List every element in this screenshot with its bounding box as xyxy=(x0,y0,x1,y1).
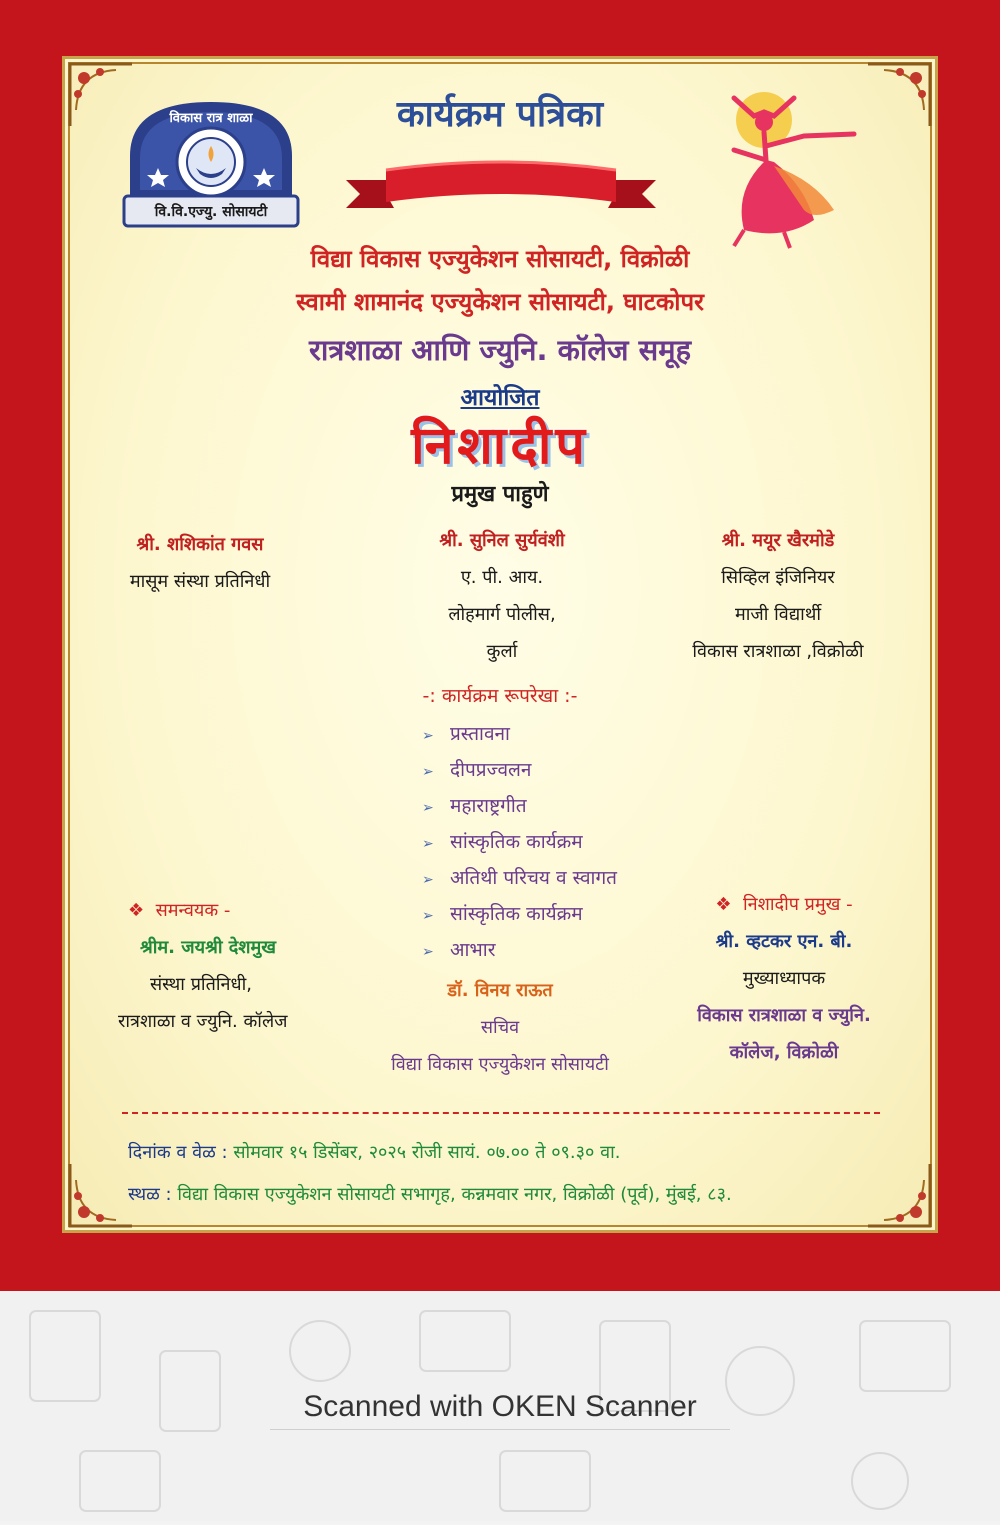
guest-detail: कुर्ला xyxy=(486,641,518,662)
secretary-block xyxy=(340,972,660,1083)
venue-label: स्थळ : xyxy=(128,1184,172,1205)
arrow-bullet-icon: ➢ xyxy=(422,728,434,744)
secretary-name: डॉ. विनय राऊत xyxy=(447,980,553,1001)
arrow-bullet-icon: ➢ xyxy=(422,908,434,924)
org-line-1: विद्या विकास एज्युकेशन सोसायटी, विक्रोळी xyxy=(310,245,690,273)
list-item: ➢ महाराष्ट्रगीत xyxy=(422,788,617,824)
venue-value: विद्या विकास एज्युकेशन सोसायटी सभागृह, कन्नमवार नगर, विक्रोळी (पूर्व), मुंबई, ८३. xyxy=(177,1184,732,1205)
secretary-role: सचिव xyxy=(480,1017,520,1038)
list-item: ➢ अतिथी परिचय व स्वागत xyxy=(422,860,617,896)
coordinator-block xyxy=(80,892,380,1040)
list-item: ➢ दीपप्रज्वलन xyxy=(422,752,617,788)
guest-detail: मासूम संस्था प्रतिनिधी xyxy=(129,571,271,592)
guest-detail: सिव्हिल इंजिनियर xyxy=(721,567,835,588)
diamond-bullet-icon: ❖ xyxy=(128,900,156,921)
guest-3 xyxy=(628,522,928,670)
coordinator-line-2: रात्रशाळा व ज्युनि. कॉलेज xyxy=(118,1011,288,1032)
head-line-1: विकास रात्रशाळा व ज्युनि. xyxy=(697,1005,871,1026)
head-label: निशादीप प्रमुख - xyxy=(742,894,853,915)
outline-heading: -: कार्यक्रम रूपरेखा :- xyxy=(422,685,578,707)
guest-2 xyxy=(352,522,652,670)
scanner-watermark: Scanned with OKEN Scanner xyxy=(303,1390,697,1423)
secretary-org: विद्या विकास एज्युकेशन सोसायटी xyxy=(391,1054,609,1075)
footer-rule xyxy=(270,1429,730,1430)
list-item: ➢ आभार xyxy=(422,932,617,968)
head-line-2: कॉलेज, विक्रोळी xyxy=(729,1042,839,1063)
guest-detail: माजी विद्यार्थी xyxy=(734,604,821,625)
arrow-bullet-icon: ➢ xyxy=(422,800,434,816)
date-line xyxy=(128,1140,620,1164)
ribbon-banner-icon xyxy=(346,158,656,222)
org-line-3: रात्रशाळा आणि ज्युनि. कॉलेज समूह xyxy=(308,333,691,367)
head-block xyxy=(644,886,924,1071)
arrow-bullet-icon: ➢ xyxy=(422,764,434,780)
logo-bottom-text: वि.वि.एज्यु. सोसायटी xyxy=(154,204,268,220)
list-item: ➢ प्रस्तावना xyxy=(422,716,617,752)
arrow-bullet-icon: ➢ xyxy=(422,944,434,960)
corner-ornament-icon xyxy=(864,1160,934,1230)
coordinator-label: समन्वयक - xyxy=(155,900,231,921)
guest-1 xyxy=(50,526,350,600)
coordinator-line-1: संस्था प्रतिनिधी, xyxy=(150,974,252,995)
logo-top-text: विकास रात्र शाळा xyxy=(169,111,253,126)
guest-name: श्री. मयूर खैरमोडे xyxy=(721,530,835,551)
guest-detail: विकास रात्रशाळा ,विक्रोळी xyxy=(692,641,864,662)
venue-line xyxy=(128,1182,732,1206)
event-name: निशादीप xyxy=(411,415,589,476)
guest-detail: लोहमार्ग पोलीस, xyxy=(448,604,556,625)
date-label: दिनांक व वेळ : xyxy=(128,1142,228,1163)
org-line-2: स्वामी शामानंद एज्युकेशन सोसायटी, घाटकोपर xyxy=(296,288,704,316)
date-value: सोमवार १५ डिसेंबर, २०२५ रोजी सायं. ०७.०० ते ०९.३० वा. xyxy=(233,1142,621,1163)
guest-name: श्री. शशिकांत गवस xyxy=(136,534,264,555)
diamond-bullet-icon: ❖ xyxy=(715,894,743,915)
arrow-bullet-icon: ➢ xyxy=(422,836,434,852)
organized-label: आयोजित xyxy=(460,385,540,411)
list-item: ➢ सांस्कृतिक कार्यक्रम xyxy=(422,896,617,932)
guest-detail: ए. पी. आय. xyxy=(460,567,544,588)
guest-name: श्री. सुनिल सुर्यवंशी xyxy=(439,530,565,551)
head-role: मुख्याध्यापक xyxy=(742,968,826,989)
list-item: ➢ सांस्कृतिक कार्यक्रम xyxy=(422,824,617,860)
page-title: कार्यक्रम पत्रिका xyxy=(396,94,604,135)
agenda-list xyxy=(422,716,617,968)
guests-heading: प्रमुख पाहुणे xyxy=(451,482,549,507)
coordinator-name: श्रीम. जयश्री देशमुख xyxy=(140,937,277,958)
head-name: श्री. व्हटकर एन. बी. xyxy=(715,931,853,952)
arrow-bullet-icon: ➢ xyxy=(422,872,434,888)
corner-ornament-icon xyxy=(66,1160,136,1230)
dashed-divider xyxy=(122,1112,880,1114)
